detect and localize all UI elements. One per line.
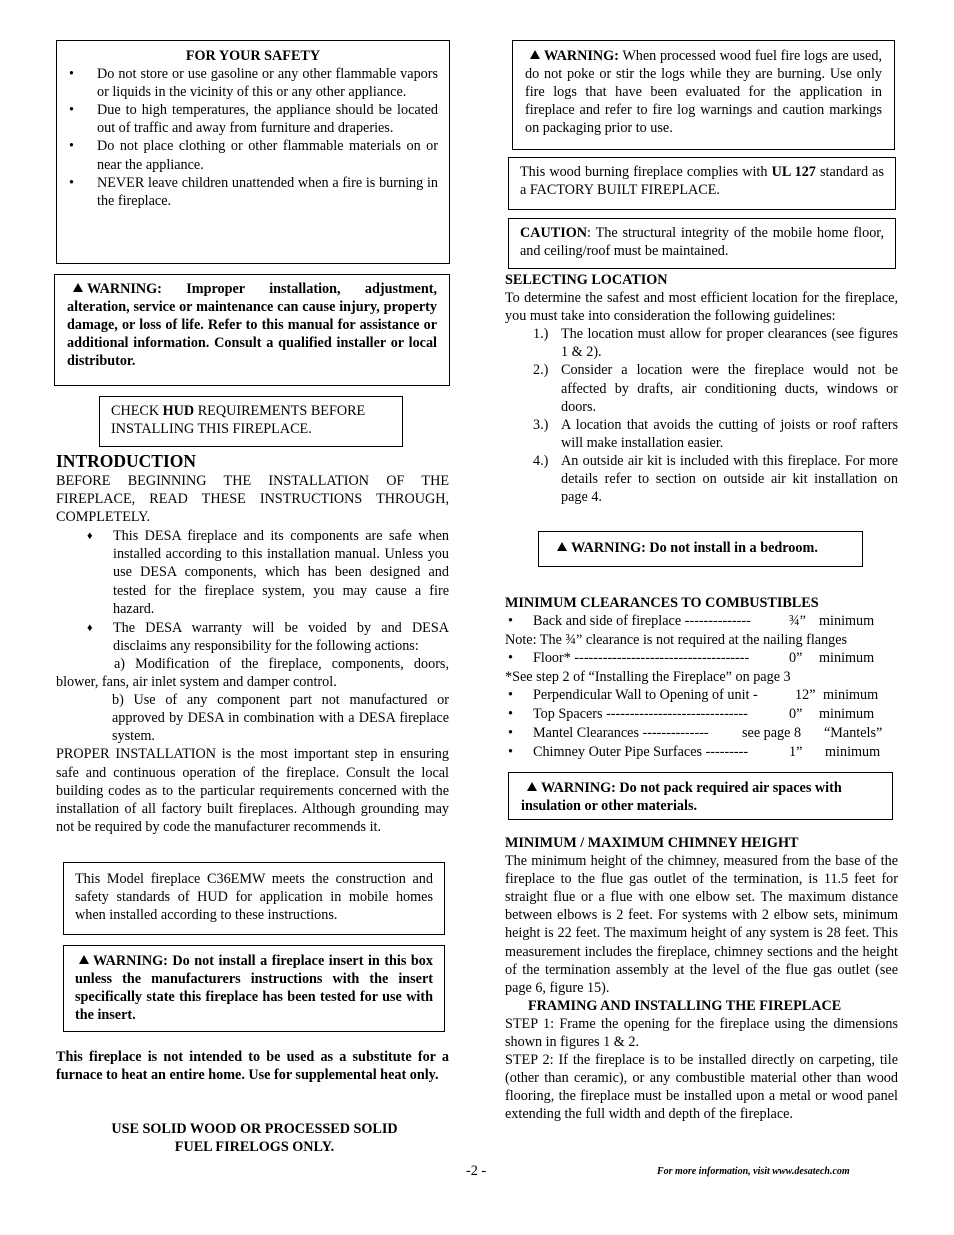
warning-icon <box>73 283 83 292</box>
hud-text-post: REQUIREMENTS BEFORE INSTALLING THIS FIREPLACE. <box>111 403 366 438</box>
clearance-label: Perpendicular Wall to Opening of unit - <box>533 687 758 704</box>
item-number: 1.) <box>533 326 549 343</box>
bullet-icon: • <box>508 687 513 704</box>
clearance-note: Note: The ¾” clearance is not required at the nailing flanges <box>505 632 848 649</box>
diamond-icon: ♦ <box>87 621 93 634</box>
list-item: • Due to high temperatures, the appliance should be located out of traffic and away from furniture and draperies. <box>57 101 438 137</box>
ul-text-post: standard as a FACTORY BUILT FIREPLACE. <box>520 164 884 199</box>
warning-insert-box <box>63 945 445 1032</box>
clearance-row <box>505 705 898 724</box>
warning-icon <box>527 782 537 791</box>
ul-text-pre: This wood burning fireplace complies with <box>520 164 772 180</box>
list-item: • NEVER leave children unattended when a fire is burning in the fireplace. <box>57 174 438 210</box>
warning-air-box <box>508 772 893 820</box>
chimney-heading: MINIMUM / MAXIMUM CHIMNEY HEIGHT <box>505 835 799 851</box>
clearance-value: ¾” <box>789 613 806 630</box>
warning-icon <box>530 50 540 59</box>
bullet-icon: • <box>508 613 513 630</box>
selecting-heading: SELECTING LOCATION <box>505 272 668 288</box>
clearance-label: Chimney Outer Pipe Surfaces --------- <box>533 744 749 761</box>
list-item <box>505 325 898 361</box>
item-text: A location that avoids the cutting of joists or roof rafters will make installation easier. <box>561 416 898 451</box>
clearance-value: 0” <box>789 706 803 723</box>
clearance-unit: minimum <box>819 613 875 630</box>
not-furnace-text: This fireplace is not intended to be used as a substitute for a furnace to heat an entire home. Use for supplemental heat only. <box>56 1049 449 1084</box>
clearance-row <box>505 724 898 743</box>
solid-wood-text: USE SOLID WOOD OR PROCESSED SOLID FUEL FIRELOGS ONLY. <box>111 1121 398 1156</box>
list-item: • Do not place clothing or other flammable materials on or near the appliance. <box>57 137 438 173</box>
warning-text: WARNING: Do not install in a bedroom. <box>571 540 818 556</box>
diamond-icon: ♦ <box>87 530 93 543</box>
framing-step1: STEP 1: Frame the opening for the fireplace using the dimensions shown in figures 1 & 2. <box>505 1015 898 1051</box>
clearance-row <box>505 612 898 631</box>
clearance-value: 12” <box>795 687 816 704</box>
clearance-value: 1” <box>789 744 803 761</box>
safety-list <box>57 65 438 210</box>
bullet-icon: • <box>508 744 513 761</box>
warning-label: WARNING: <box>544 48 619 64</box>
introduction-sub-a: a) Modification of the fireplace, components, doors, blower, fans, air inlet system and damper control. <box>56 655 449 691</box>
ul-box <box>508 157 896 210</box>
clearance-value: see page 8 <box>742 725 802 742</box>
item-number: 3.) <box>533 416 549 433</box>
clearance-unit: minimum <box>819 706 875 723</box>
chimney-text: The minimum height of the chimney, measured from the base of the fireplace to the flue gas outlet of the termination, is 11.5 feet for straight flue or a flue with one elbow set. The maximum distance between elbows is 2 feet. For systems with 2 elbow sets, minimum height is 22 feet. The maximum height of any system is 28 feet. This measurement includes the fireplace, chimney sections and the height of the termination assembly at the level of the flue gas outlet (see page 6, figure 15). <box>505 853 898 996</box>
introduction-heading: INTRODUCTION <box>56 451 197 471</box>
warning-logs-box <box>512 40 895 150</box>
clearance-label: Mantel Clearances -------------- <box>533 725 709 742</box>
warning-install-box <box>54 274 450 386</box>
introduction-sub-b: b) Use of any component part not manufactured or approved by DESA in combination with a DESA fireplace system. <box>112 692 449 745</box>
clearance-note: *See step 2 of “Installing the Fireplace” on page 3 <box>505 669 791 686</box>
clearance-row <box>505 743 898 762</box>
caution-label: CAUTION <box>520 225 588 241</box>
clearances-heading: MINIMUM CLEARANCES TO COMBUSTIBLES <box>505 595 819 611</box>
clearance-unit: minimum <box>825 744 881 761</box>
page-number: -2 - <box>466 1163 487 1179</box>
introduction-bullet <box>56 619 449 655</box>
hud-text-pre: CHECK <box>111 403 163 419</box>
clearance-unit: minimum <box>823 687 879 704</box>
clearance-row <box>505 649 898 668</box>
framing-step2: STEP 2: If the fireplace is to be installed directly on carpeting, tile (other than ceramic), or any combustible material other than wood flooring, the fireplace must be installed upon a metal or wood panel extending the full width and depth of the fireplace. <box>505 1052 898 1123</box>
warning-text: Do not install a fireplace insert in this box unless the manufacturers instructions with the insert specifically state this fireplace has been tested for use with the insert. <box>75 953 433 1024</box>
item-number: 2.) <box>533 362 549 379</box>
introduction-bullet-text: This DESA fireplace and its components are safe when installed according to this installation manual. Unless you use DESA components, which has been designed and tested for the fireplace system, you may cause a fire hazard. <box>113 528 449 617</box>
introduction-intro: BEFORE BEGINNING THE INSTALLATION OF THE FIREPLACE, READ THESE INSTRUCTIONS THROUGH, COMPLETELY. <box>56 473 449 526</box>
warning-text: WARNING: Do not pack required air spaces with insulation or other materials. <box>521 780 842 815</box>
chimney-section <box>505 834 898 1124</box>
bullet-icon: • <box>508 706 513 723</box>
footer-info: For more information, visit www.desatech.com <box>657 1166 850 1177</box>
clearance-row <box>505 686 898 705</box>
hud-box <box>99 396 403 447</box>
warning-text: When processed wood fuel fire logs are used, do not poke or stir the logs while they are burning. Use only fire logs that have been evaluated for the application in fireplace and refer to fire log warnings and caution markings on packaging prior to use. <box>525 48 882 137</box>
list-item <box>505 416 898 452</box>
bullet-icon: • <box>508 725 513 742</box>
introduction-bullet <box>56 527 449 617</box>
clearance-unit: minimum <box>819 650 875 667</box>
clearance-value: 0” <box>789 650 803 667</box>
clearance-label: Floor* ------------------------------------- <box>533 650 750 667</box>
clearances-section <box>505 594 898 762</box>
clearance-label: Top Spacers ------------------------------ <box>533 706 748 723</box>
warning-label: WARNING: <box>87 281 162 297</box>
warning-icon <box>79 955 89 964</box>
warning-label: WARNING: <box>93 953 168 969</box>
item-number: 4.) <box>533 452 549 469</box>
clearance-label: Back and side of fireplace -------------- <box>533 613 751 630</box>
warning-bedroom-box <box>538 531 863 567</box>
caution-text: : The structural integrity of the mobile home floor, and ceiling/roof must be maintained. <box>520 225 884 260</box>
introduction-body <box>56 472 449 836</box>
warning-text: Improper installation, adjustment, alteration, service or maintenance can cause injury, property damage, or loss of life. Refer to this manual for assistance or additional information. Consult a qualified installer or local distributor. <box>67 281 438 370</box>
list-item <box>505 452 898 506</box>
clearance-unit: “Mantels” <box>824 725 883 742</box>
warning-icon <box>557 542 567 551</box>
model-box: This Model fireplace C36EMW meets the construction and safety standards of HUD for application in mobile homes when installed according to these instructions. <box>63 862 445 935</box>
proper-installation: PROPER INSTALLATION is the most important step in ensuring safe and continuous operation of the fireplace. Consult the local building codes as to the particular requirements concerned with the installation of all factory built fireplaces. Although grounding may not be required by code the manufacturer recommends it. <box>56 746 449 835</box>
caution-box <box>508 218 896 269</box>
item-text: An outside air kit is included with this fireplace. For more details refer to section on outside air kit installation on page 4. <box>561 452 898 506</box>
framing-heading: FRAMING AND INSTALLING THE FIREPLACE <box>528 997 842 1014</box>
hud-text-bold: HUD <box>162 403 195 419</box>
list-item <box>505 361 898 415</box>
selecting-location <box>505 271 898 506</box>
safety-box <box>56 40 450 264</box>
introduction-bullet-text: The DESA warranty will be voided by and DESA disclaims any responsibility for the following actions: <box>113 619 449 654</box>
selecting-intro: To determine the safest and most efficient location for the fireplace, you must take into consideration the following guidelines: <box>505 290 898 325</box>
safety-title: FOR YOUR SAFETY <box>185 48 321 64</box>
list-item: • Do not store or use gasoline or any other flammable vapors or liquids in the vicinity of this or any other appliance. <box>57 65 438 101</box>
item-text: Consider a location were the fireplace would not be affected by drafts, air conditioning ducts, windows or doors. <box>561 362 898 415</box>
item-text: The location must allow for proper clearances (see figures 1 & 2). <box>561 326 898 361</box>
bullet-icon: • <box>508 650 513 667</box>
ul-text-bold: UL 127 <box>771 164 816 180</box>
